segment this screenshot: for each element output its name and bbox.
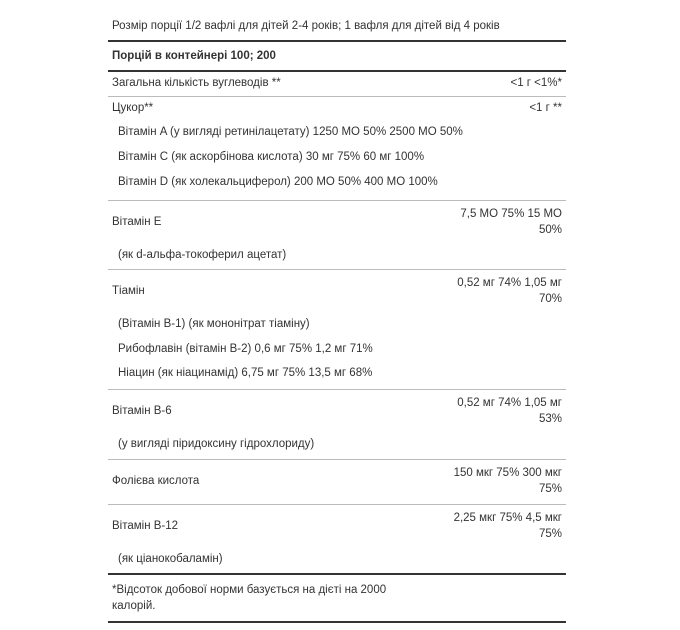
carbs-label: Загальна кількість вуглеводів ** [112, 77, 281, 89]
serving-size-row [108, 0, 566, 42]
vitamin-e-value: 7,5 МО 75% 15 МО 50% [460, 208, 562, 236]
supplement-facts-table [108, 0, 566, 623]
vitamin-b12-form: (як ціанокобаламін) [118, 553, 223, 565]
vitamin-b6-label: Вітамін B-6 [112, 405, 172, 417]
vitamin-b6-row [108, 390, 566, 460]
thiamin-form: (Вітамін B-1) (як мононітрат тіаміну) [118, 318, 310, 330]
sugar-row [108, 97, 566, 201]
niacin-text: Ніацин (як ніацинамід) 6,75 мг 75% 13,5 мг 68% [118, 367, 373, 379]
thiamin-value: 0,52 мг 74% 1,05 мг 70% [457, 277, 562, 305]
footnote-text: *Відсоток добової норми базується на дієті на 2000 калорій. [112, 584, 387, 612]
folic-acid-row [108, 460, 566, 505]
riboflavin-text: Рибофлавін (вітамін B-2) 0,6 мг 75% 1,2 мг 71% [118, 343, 373, 355]
thiamin-row [108, 270, 566, 390]
vitamin-e-row [108, 201, 566, 270]
vitamin-b6-value: 0,52 мг 74% 1,05 мг 53% [457, 397, 562, 425]
sugar-label: Цукор** [112, 102, 154, 114]
footnote-row [108, 575, 566, 623]
vitamin-c-text: Вітамін C (як аскорбінова кислота) 30 мг 75% 60 мг 100% [118, 151, 425, 163]
sugar-value: <1 г ** [529, 102, 562, 114]
serving-size-text: Розмір порції 1/2 вафлі для дітей 2-4 років; 1 вафля для дітей від 4 років [112, 20, 500, 32]
folic-acid-value: 150 мкг 75% 300 мкг 75% [453, 467, 562, 495]
vitamin-b12-value: 2,25 мкг 75% 4,5 мкг 75% [453, 512, 562, 540]
folic-acid-label: Фолієва кислота [112, 475, 200, 487]
vitamin-d-text: Вітамін D (як холекальциферол) 200 МО 50% 400 МО 100% [118, 176, 438, 188]
thiamin-label: Тіамін [112, 285, 145, 297]
vitamin-b12-row [108, 505, 566, 575]
servings-text: Порцій в контейнері 100; 200 [112, 50, 276, 62]
vitamin-b12-label: Вітамін B-12 [112, 520, 179, 532]
servings-row [108, 42, 566, 72]
vitamin-e-label: Вітамін E [112, 216, 162, 228]
carbs-value: <1 г <1%* [510, 77, 562, 89]
carbs-row [108, 72, 566, 97]
vitamin-b6-form: (у вигляді піридоксину гідрохлориду) [118, 438, 315, 450]
vitamin-e-form: (як d-альфа-токоферил ацетат) [118, 249, 287, 261]
vitamin-a-text: Вітамін A (у вигляді ретинілацетату) 1250 МО 50% 2500 МО 50% [118, 126, 463, 138]
